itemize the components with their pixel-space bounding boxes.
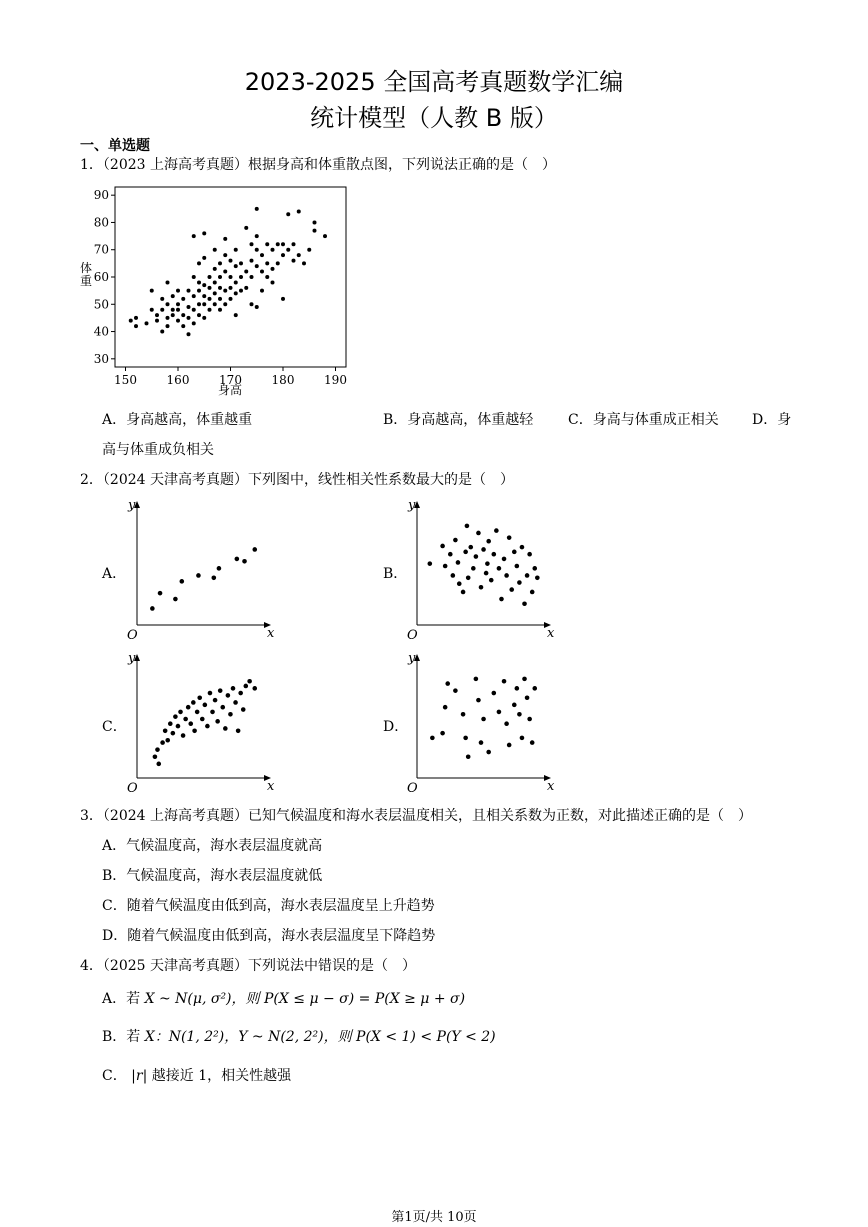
scatter-point [281,297,285,301]
q3-option-d[interactable]: D．随着气候温度由低到高，海水表层温度呈下降趋势 [102,928,436,944]
scatter-point [192,729,197,734]
scatter-point [451,573,456,578]
q3-option-c[interactable]: C．随着气候温度由低到高，海水表层温度呈上升趋势 [102,898,435,914]
scatter-point [223,302,227,306]
scatter-point [260,289,264,293]
scatter-point [150,289,154,293]
origin-label: O [407,628,418,642]
origin-label: O [407,781,418,795]
q2-scatter-a[interactable] [125,497,275,642]
scatter-point [292,259,296,263]
scatter-point [497,710,502,715]
scatter-point [218,261,222,265]
scatter-point [208,691,213,696]
scatter-point [181,733,186,738]
scatter-point [196,573,201,578]
scatter-point [176,319,180,323]
scatter-point [271,280,275,284]
scatter-point [286,248,290,252]
scatter-point [525,573,530,578]
q1-option-b[interactable]: B．身高越高，体重越轻 [383,412,534,428]
scatter-point [223,237,227,241]
scatter-point [474,554,479,559]
scatter-point [443,705,448,710]
scatter-point [234,313,238,317]
scatter-point [476,698,481,703]
scatter-point [527,717,532,722]
scatter-point [241,707,246,712]
scatter-point [509,587,514,592]
scatter-point [235,557,240,562]
scatter-point [234,280,238,284]
y-tick-label: 80 [93,215,109,230]
scatter-point [229,286,233,290]
y-tick-label: 90 [93,188,109,203]
scatter-point [234,291,238,295]
scatter-point [244,270,248,274]
y-axis-label: y [128,498,136,513]
scatter-point [212,576,217,581]
scatter-point [165,738,170,743]
scatter-point [228,712,233,717]
scatter-point [176,308,180,312]
scatter-point [530,740,535,745]
scatter-point [276,261,280,265]
scatter-point [160,740,165,745]
scatter-point [213,280,217,284]
q4-option-a-prefix: A．若 [102,991,141,1007]
q4-option-c-formula: |r| [131,1068,148,1084]
scatter-point [276,242,280,246]
scatter-point [255,234,259,238]
scatter-point [512,550,517,555]
scatter-point [202,283,206,287]
scatter-point [166,324,170,328]
scatter-point [134,324,138,328]
scatter-point [250,302,254,306]
q4-option-a-formula: X ~ N(μ, σ²)，则 P(X ≤ μ − σ) = P(X ≥ μ + σ) [144,991,466,1007]
y-tick-label: 70 [93,242,109,257]
scatter-point [188,721,193,726]
scatter-point [192,275,196,279]
scatter-point [220,705,225,710]
y-axis-label: y [408,651,416,666]
scatter-point [213,302,217,306]
scatter-point [173,597,178,602]
scatter-point [468,545,473,550]
scatter-point [200,717,205,722]
scatter-point [158,591,163,596]
x-tick-label: 190 [324,373,347,387]
scatter-point [453,688,458,693]
scatter-point [150,606,155,611]
y-tick-label: 40 [93,324,109,339]
scatter-point [233,700,238,705]
scatter-point [208,275,212,279]
scatter-point [461,590,466,595]
scatter-point [181,297,185,301]
scatter-point [155,313,159,317]
q1-option-d-start[interactable]: D．身 [752,412,792,428]
scatter-point [213,291,217,295]
scatter-point [239,289,243,293]
scatter-point [474,677,479,682]
scatter-point [195,710,200,715]
scatter-point [153,754,158,759]
scatter-point [456,560,461,565]
scatter-point [218,308,222,312]
scatter-point [255,248,259,252]
scatter-point [202,231,206,235]
scatter-point [226,693,231,698]
scatter-point [302,261,306,265]
q4-option-b-prefix: B．若 [102,1029,141,1045]
scatter-point [205,724,210,729]
scatter-point [208,297,212,301]
scatter-point [515,686,520,691]
scatter-point [471,566,476,571]
scatter-point [499,597,504,602]
scatter-point [522,601,527,606]
question-2-stem: 2．（2024 天津高考真题）下列图中，线性相关性系数最大的是（ ） [80,472,514,488]
question-4-stem: 4．（2025 天津高考真题）下列说法中错误的是（ ） [80,958,416,974]
scatter-point [252,547,257,552]
scatter-point [466,576,471,581]
scatter-point [297,210,301,214]
scatter-point [484,571,489,576]
scatter-point [239,275,243,279]
scatter-point [176,302,180,306]
scatter-point [187,305,191,309]
scatter-point [323,234,327,238]
scatter-point [176,289,180,293]
scatter-point [163,729,168,734]
scatter-point [507,535,512,540]
q3-option-a[interactable]: A．气候温度高，海水表层温度就高 [102,838,323,854]
scatter-point [457,581,462,586]
scatter-point [448,552,453,557]
scatter-point [502,679,507,684]
scatter-point [476,531,481,536]
scatter-point [210,710,215,715]
page-footer: 第1页/共 10页 [391,1210,477,1225]
scatter-point [218,286,222,290]
scatter-point [234,264,238,268]
q2-scatter-c[interactable] [125,650,275,795]
scatter-point [236,729,241,734]
scatter-point [223,270,227,274]
scatter-point [229,259,233,263]
scatter-point [156,762,161,767]
scatter-point [250,275,254,279]
scatter-point [463,550,468,555]
scatter-point [466,754,471,759]
y-tick-label: 60 [93,270,109,284]
y-axis-label: y [408,498,416,513]
scatter-point [181,324,185,328]
scatter-point [260,270,264,274]
chart-ylabel-char-1: 体 [80,261,93,275]
q4-option-c[interactable] [102,1066,291,1086]
scatter-point [203,703,208,708]
scatter-point [208,308,212,312]
q4-option-a[interactable] [102,989,465,1009]
scatter-point [244,286,248,290]
q2-scatter-b[interactable] [405,497,555,642]
scatter-point [215,719,220,724]
scatter-point [208,286,212,290]
scatter-point [134,316,138,320]
y-axis-label: y [128,651,136,666]
scatter-point [229,297,233,301]
scatter-point [197,280,201,284]
scatter-point [286,212,290,216]
scatter-point [255,207,259,211]
scatter-point [129,319,133,323]
scatter-point [492,552,497,557]
scatter-point [440,544,445,549]
scatter-point [532,566,537,571]
scatter-point [183,717,188,722]
scatter-point [242,559,247,564]
scatter-point [192,234,196,238]
scatter-point [479,585,484,590]
q1-option-c[interactable]: C．身高与体重成正相关 [568,412,719,428]
scatter-point [171,308,175,312]
scatter-point [527,552,532,557]
scatter-point [173,714,178,719]
section-heading: 一、单选题 [80,138,150,154]
scatter-point [292,242,296,246]
q4-option-c-prefix: C． [102,1068,127,1084]
scatter-point [218,688,223,693]
scatter-point [535,576,540,581]
scatter-point [231,686,236,691]
scatter-point [489,578,494,583]
scatter-point [213,698,218,703]
scatter-point [515,564,520,569]
scatter-point [504,721,509,726]
scatter-point [430,736,435,741]
scatter-point [197,695,202,700]
scatter-point [260,253,264,257]
scatter-point [532,686,537,691]
scatter-point [197,261,201,265]
scatter-point [202,294,206,298]
scatter-point [168,721,173,726]
scatter-point [313,220,317,224]
scatter-point [213,248,217,252]
scatter-point [191,700,196,705]
scatter-point [218,275,222,279]
scatter-point [520,545,525,550]
scatter-point [486,750,491,755]
scatter-point [486,539,491,544]
scatter-point [166,316,170,320]
scatter-point [492,691,497,696]
question-3-stem: 3．（2024 上海高考真题）已知气候温度和海水表层温度相关，且相关系数为正数，对此描述正确的是（ ） [80,808,752,824]
scatter-point [223,253,227,257]
scatter-point [453,538,458,543]
height-weight-scatter-chart [78,180,358,400]
q2-option-d-label[interactable]: D． [383,719,409,735]
scatter-point [181,313,185,317]
scatter-point [166,280,170,284]
scatter-point [180,579,185,584]
scatter-point [481,547,486,552]
scatter-point [281,253,285,257]
scatter-point [265,275,269,279]
scatter-point [202,256,206,260]
scatter-point [223,726,228,731]
scatter-point [244,226,248,230]
scatter-point [192,308,196,312]
scatter-point [504,573,509,578]
q1-option-d-continued[interactable]: 高与体重成负相关 [102,442,214,458]
scatter-point [171,313,175,317]
x-axis-label: x [547,779,555,794]
scatter-point [178,710,183,715]
scatter-point [297,253,301,257]
scatter-point [223,289,227,293]
scatter-point [202,316,206,320]
scatter-point [479,740,484,745]
q4-option-b[interactable] [102,1027,496,1047]
scatter-point [313,229,317,233]
scatter-point [155,747,160,752]
scatter-point [281,242,285,246]
chart-ylabel-char-2: 重 [80,274,93,288]
document-title: 2023-2025 全国高考真题数学汇编 [244,68,624,96]
scatter-point [530,590,535,595]
scatter-point [171,731,176,736]
scatter-point [234,248,238,252]
scatter-point [176,724,181,729]
scatter-point [461,712,466,717]
scatter-point [171,294,175,298]
scatter-point [255,305,259,309]
scatter-point [187,332,191,336]
q2-option-c-label[interactable]: C． [102,719,127,735]
document-subtitle: 统计模型（人教 B 版） [310,104,558,132]
scatter-point [217,566,222,571]
chart-xlabel: 身高 [217,383,243,397]
x-axis-label: x [267,779,275,794]
scatter-point [145,321,149,325]
scatter-point [522,677,527,682]
origin-label: O [127,781,138,795]
q3-option-b[interactable]: B．气候温度高，海水表层温度就低 [102,868,323,884]
scatter-point [512,703,517,708]
scatter-point [229,275,233,279]
question-1-stem: 1．（2023 上海高考真题）根据身高和体重散点图，下列说法正确的是（ ） [80,157,556,173]
x-tick-label: 180 [271,373,295,387]
scatter-point [202,302,206,306]
scatter-point [255,264,259,268]
scatter-point [463,736,468,741]
scatter-point [218,297,222,301]
scatter-point [238,691,243,696]
scatter-point [155,319,159,323]
scatter-point [443,564,448,569]
scatter-point [244,684,249,689]
scatter-point [307,248,311,252]
scatter-point [494,528,499,533]
x-axis-label: x [267,626,275,641]
q4-option-c-text: 越接近 1，相关性越强 [151,1068,292,1084]
scatter-point [265,261,269,265]
q4-option-b-formula: X：N(1, 2²)，Y ~ N(2, 2²)，则 P(X < 1) < P(Y < 2) [144,1029,496,1045]
scatter-point [428,561,433,566]
scatter-point [160,330,164,334]
scatter-point [271,248,275,252]
scatter-point [166,302,170,306]
scatter-point [465,524,470,529]
scatter-point [197,313,201,317]
scatter-point [497,566,502,571]
scatter-point [192,294,196,298]
scatter-point [265,242,269,246]
scatter-point [213,267,217,271]
scatter-point [187,289,191,293]
scatter-point [250,259,254,263]
scatter-point [507,743,512,748]
scatter-point [187,316,191,320]
scatter-point [525,695,530,700]
scatter-point [239,261,243,265]
scatter-point [517,712,522,717]
scatter-point [502,557,507,562]
scatter-point [192,321,196,325]
q2-scatter-d[interactable] [405,650,555,795]
scatter-point [517,580,522,585]
scatter-point [485,561,490,566]
scatter-point [520,736,525,741]
scatter-point [247,679,252,684]
scatter-point [197,289,201,293]
x-tick-label: 170 [219,373,242,387]
scatter-point [197,302,201,306]
scatter-point [445,681,450,686]
scatter-point [271,267,275,271]
q1-option-a[interactable]: A．身高越高，体重越重 [102,412,253,428]
y-tick-label: 30 [93,351,109,366]
x-axis-label: x [547,626,555,641]
origin-label: O [127,628,138,642]
scatter-point [481,717,486,722]
scatter-point [186,705,191,710]
scatter-point [160,297,164,301]
scatter-point [150,308,154,312]
scatter-point [250,242,254,246]
x-tick-label: 160 [166,373,190,387]
q2-option-b-label[interactable]: B． [383,566,408,582]
x-tick-label: 150 [114,373,137,387]
scatter-point [252,686,257,691]
scatter-point [440,731,445,736]
scatter-point [160,308,164,312]
q2-option-a-label[interactable]: A． [102,566,127,582]
y-tick-label: 50 [93,297,109,312]
